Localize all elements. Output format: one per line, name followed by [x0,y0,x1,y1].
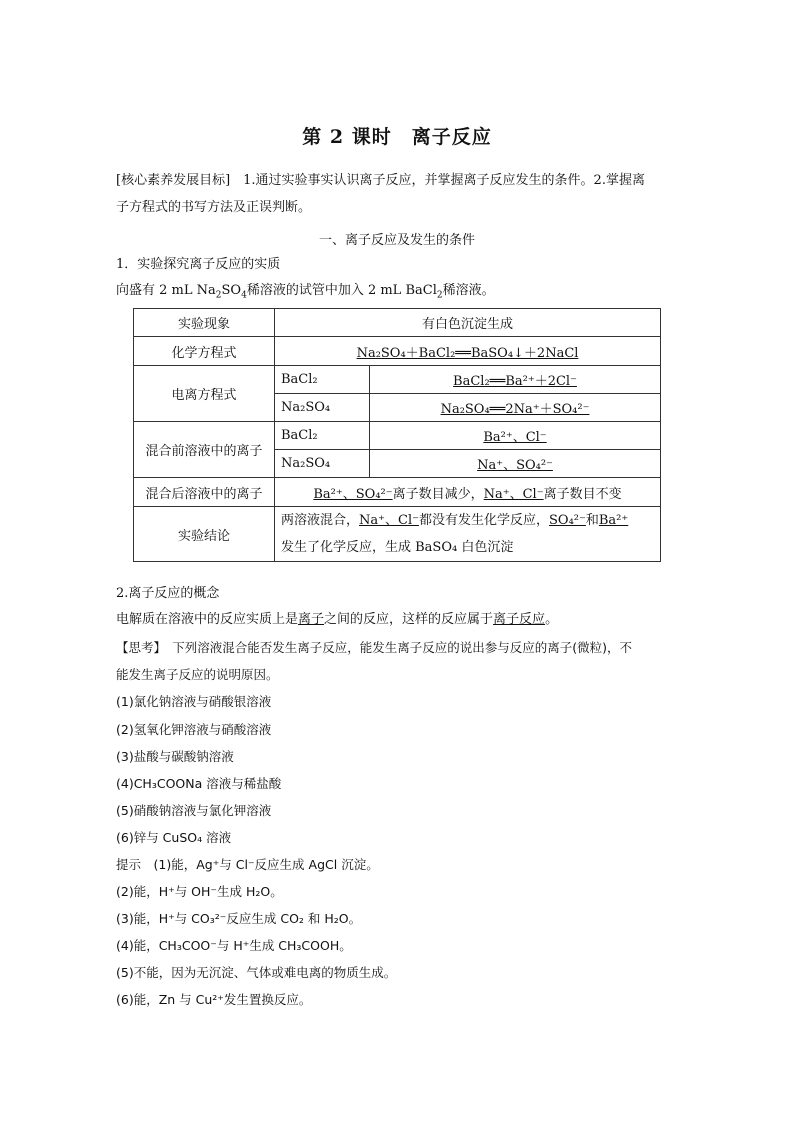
concept-text-c: 之间的反应，这样的反应属于 [324,612,494,627]
concept-blank-reaction: 离子反应 [493,612,546,627]
goals-line-2: 子方程式的书写方法及正误判断。 [116,200,312,215]
row-ionization-1 [134,366,661,394]
subheading-1: 1．实验探究离子反应的实质 [116,257,281,272]
before-substance-1: BaCl₂ [275,422,370,450]
concept-text-e: 。 [545,612,559,627]
label-after-mixing: 混合后溶液中的离子 [134,478,275,507]
answer-6: (6)能，Zn 与 Cu²⁺发生置换反应。 [116,992,312,1007]
row-before-1 [134,422,661,450]
label-conclusion: 实验结论 [134,507,275,562]
after-ions-unchanged: Na⁺、Cl⁻ [483,486,544,502]
value-conclusion [275,507,661,562]
row-conclusion [134,507,661,562]
question-6: (6)锌与 CuSO₄ 溶液 [116,830,232,845]
conclusion-ion-sulfate: SO₄²⁻ [549,513,586,528]
conclusion-text-3: 和 [585,513,599,528]
question-4: (4)CH₃COONa 溶液与稀盐酸 [116,776,282,791]
value-after-mixing [275,478,661,507]
answer-2: (2)能，H⁺与 OH⁻生成 H₂O。 [116,884,283,899]
intro-sub-f: 2 [436,290,443,301]
row-phenomenon [134,309,661,337]
row-after-mixing [134,478,661,507]
question-2: (2)氢氧化钾溶液与硝酸溶液 [116,722,272,737]
concept-blank-ion: 离子 [298,612,325,627]
before-ions-1: Ba²⁺、Cl⁻ [483,430,547,445]
ionization-substance-2: Na₂SO₄ [275,394,370,422]
after-text-1: 离子数目减少， [392,486,484,502]
subheading-2: 2.离子反应的概念 [116,586,220,601]
intro-text-c: SO [221,283,242,298]
label-before-mixing: 混合前溶液中的离子 [134,422,275,478]
before-substance-2: Na₂SO₄ [275,450,370,478]
section-heading: 一、离子反应及发生的条件 [318,233,475,248]
conclusion-ions-1: Na⁺、Cl⁻ [359,513,419,528]
conclusion-text-2: 都没有发生化学反应， [418,513,549,528]
conclusion-text-1: 两溶液混合， [281,513,360,528]
question-5: (5)硝酸钠溶液与氯化钾溶液 [116,803,272,818]
after-text-2: 离子数目不变 [543,486,622,502]
page-title: 第 2 课时 离子反应 [302,126,492,148]
label-ionization: 电离方程式 [134,366,275,422]
before-ions-2: Na⁺、SO₄²⁻ [477,458,553,473]
answer-3: (3)能，H⁺与 CO₃²⁻反应生成 CO₂ 和 H₂O。 [116,911,362,926]
conclusion-ion-barium: Ba²⁺ [598,513,629,528]
question-3: (3)盐酸与碳酸钠溶液 [116,749,234,764]
intro-text-a: 向盛有 2 mL Na [116,283,216,298]
ionization-substance-1: BaCl₂ [275,366,370,394]
answer-5: (5)不能，因为无沉淀、气体或难电离的物质生成。 [116,965,397,980]
intro-sub-b: 2 [215,290,222,301]
value-chemical-equation: Na₂SO₄＋BaCl₂══BaSO₄↓＋2NaCl [356,345,579,361]
think-line-2: 能发生离子反应的说明原因。 [116,667,279,682]
ionization-equation-2: Na₂SO₄══2Na⁺＋SO₄²⁻ [440,402,590,417]
after-ions-reduced: Ba²⁺、SO₄²⁻ [313,486,393,502]
label-chemical-equation: 化学方程式 [134,337,275,366]
row-chemical-equation [134,337,661,366]
value-phenomenon: 有白色沉淀生成 [275,309,661,337]
answer-1: 提示 (1)能，Ag⁺与 Cl⁻反应生成 AgCl 沉淀。 [116,857,379,872]
intro-sub-d: 4 [241,290,247,301]
concept-text-a: 电解质在溶液中的反应实质上是 [116,612,299,627]
intro-paragraph [116,282,495,300]
label-phenomenon: 实验现象 [134,309,275,337]
question-1: (1)氯化钠溶液与硝酸银溶液 [116,694,272,709]
answer-4: (4)能，CH₃COO⁻与 H⁺生成 CH₃COOH。 [116,938,352,953]
ionization-equation-1: BaCl₂══Ba²⁺＋2Cl⁻ [453,374,577,389]
intro-text-e: 稀溶液的试管中加入 2 mL BaCl [246,283,437,298]
concept-paragraph [116,611,558,629]
experiment-table [133,308,661,562]
conclusion-text-4: 发生了化学反应，生成 BaSO₄ 白色沉淀 [281,540,514,555]
think-line-1: 【思考】 下列溶液混合能否发生离子反应，能发生离子反应的说出参与反应的离子(微粒)，不 [116,640,633,655]
intro-text-g: 稀溶液。 [442,283,495,298]
goals-line-1: [核心素养发展目标] 1.通过实验事实认识离子反应，并掌握离子反应发生的条件。2.掌握离 [116,173,645,188]
